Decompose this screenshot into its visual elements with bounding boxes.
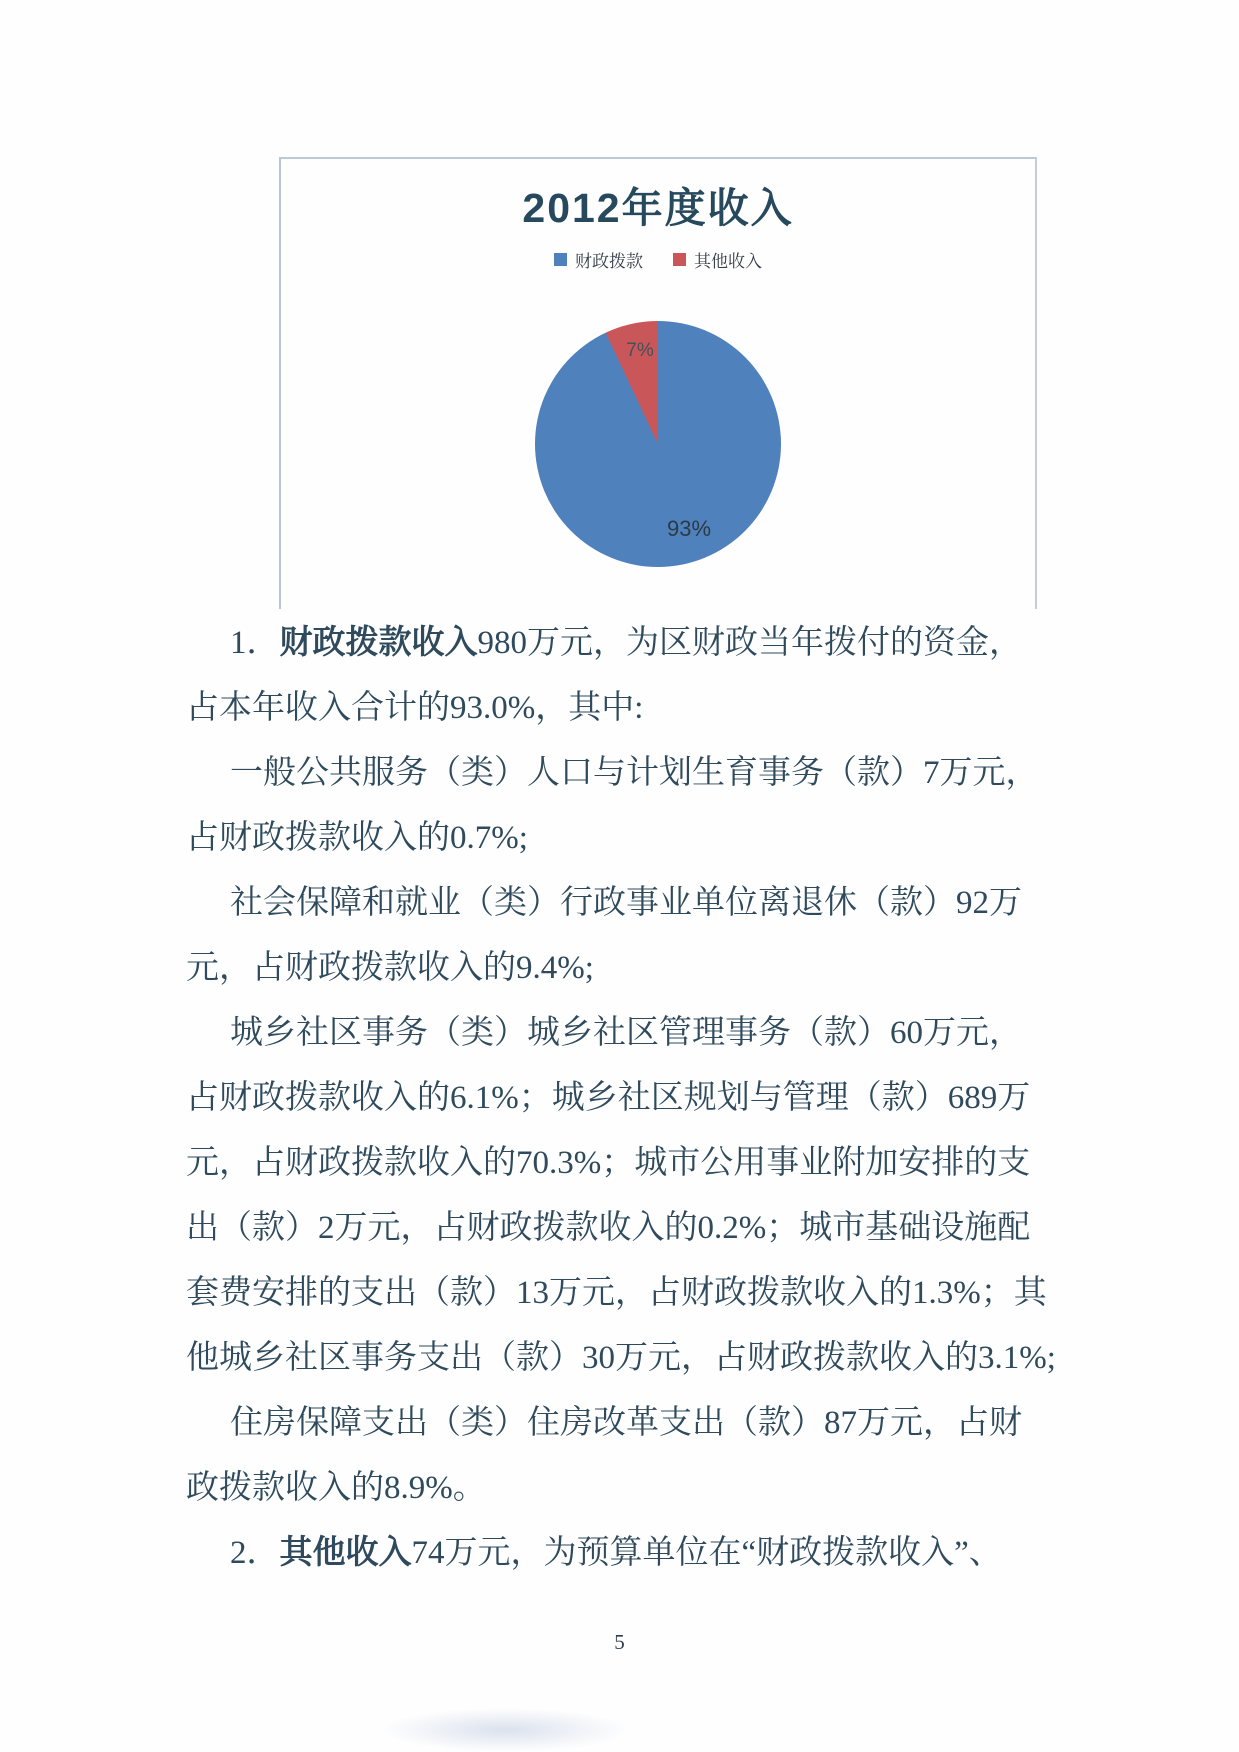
text-line [186, 1456, 1076, 1521]
text-line [186, 611, 1076, 676]
text-line [186, 936, 1076, 1001]
text-line [186, 871, 1076, 936]
legend-item [673, 247, 762, 272]
text-line [186, 1261, 1076, 1326]
text-run: 元，占财政拨款收入的9.4%; [186, 950, 594, 986]
text-run: 占财政拨款收入的0.7%; [186, 820, 528, 856]
legend-swatch-icon [554, 253, 567, 266]
pie-slice-label-fiscal: 93% [666, 516, 712, 541]
text-line [186, 676, 1076, 741]
text-run: 一般公共服务（类）人口与计划生育事务（款）7万元， [230, 755, 1039, 791]
chart-title: 2012年度收入 [522, 185, 794, 231]
income-chart-panel [279, 157, 1037, 609]
text-run: 74万元，为预算单位在“财政拨款收入”、 [411, 1535, 1002, 1571]
text-run: 住房保障支出（类）住房改革支出（款）87万元，占财 [230, 1405, 1022, 1441]
legend-label: 财政拨款 [575, 252, 643, 271]
emphasized-text: 其他收入 [279, 1535, 412, 1571]
scan-artifact [380, 1708, 630, 1752]
legend-item [554, 247, 643, 272]
text-line [186, 1131, 1076, 1196]
text-run: 政拨款收入的8.9%。 [186, 1470, 486, 1506]
legend-label: 其他收入 [694, 252, 762, 271]
text-line [186, 806, 1076, 871]
text-run: 元，占财政拨款收入的70.3%；城市公用事业附加安排的支 [186, 1145, 1031, 1181]
text-run: 他城乡社区事务支出（款）30万元，占财政拨款收入的3.1%; [186, 1340, 1056, 1376]
text-run: 社会保障和就业（类）行政事业单位离退休（款）92万 [230, 885, 1022, 921]
pie-slice-label-other: 7% [626, 340, 654, 361]
text-run: 城乡社区事务（类）城乡社区管理事务（款）60万元， [230, 1015, 1022, 1051]
legend-swatch-icon [673, 253, 686, 266]
text-run: 占本年收入合计的93.0%，其中: [186, 690, 644, 726]
body-text [186, 611, 1076, 1586]
text-run: 2． [230, 1535, 280, 1571]
pie-chart [535, 321, 781, 567]
text-line [186, 741, 1076, 806]
text-run: 占财政拨款收入的6.1%；城乡社区规划与管理（款）689万 [186, 1080, 1031, 1116]
text-line [186, 1326, 1076, 1391]
text-line [186, 1391, 1076, 1456]
text-line [186, 1196, 1076, 1261]
page-number: 5 [614, 1630, 625, 1654]
text-line [186, 1521, 1076, 1586]
text-run: 980万元，为区财政当年拨付的资金， [477, 625, 1022, 661]
chart-legend [281, 247, 1035, 272]
text-run: 出（款）2万元，占财政拨款收入的0.2%；城市基础设施配 [186, 1210, 1031, 1246]
text-line [186, 1001, 1076, 1066]
text-line [186, 1066, 1076, 1131]
text-run: 套费安排的支出（款）13万元，占财政拨款收入的1.3%；其 [186, 1275, 1047, 1311]
text-run: 1． [230, 625, 280, 661]
emphasized-text: 财政拨款收入 [279, 625, 478, 661]
